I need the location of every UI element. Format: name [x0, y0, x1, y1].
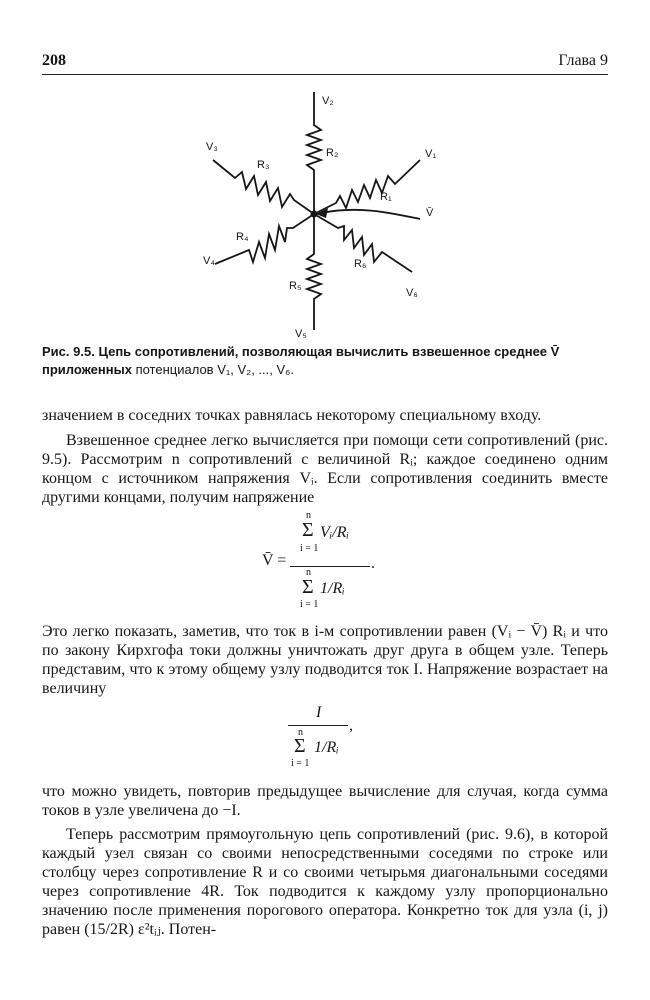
- resistor-r1-wire: [314, 160, 420, 214]
- header-rule: [42, 74, 608, 75]
- label-v2: V₂: [322, 95, 334, 107]
- formula2-den-lower: i = 1: [291, 758, 310, 769]
- formula1-lhs: V̄ =: [262, 552, 287, 569]
- formula1-num-upper: n: [306, 510, 311, 521]
- common-node: [311, 211, 318, 218]
- formula2-den-upper: n: [298, 727, 303, 738]
- vbar-pointer-arrow: [322, 210, 420, 219]
- chapter-title: Глава 9: [558, 52, 608, 69]
- formula1-num-sigma: Σ: [302, 519, 314, 541]
- caption-bold: Цепь сопротивлений, позволяющая вычислить взвешенное среднее V̄ приложенных: [42, 344, 560, 377]
- paragraph-4: что можно увидеть, повторив предыдущее вычисление для случая, когда сумма токов в узле увеличена до −I.: [42, 783, 608, 819]
- formula2-trailing: ,: [349, 717, 353, 734]
- formula1-denominator: 1/Rᵢ: [320, 580, 345, 597]
- formula1-numerator: Vᵢ/Rᵢ: [320, 524, 350, 541]
- paragraph-1: значением в соседних точках равнялась некоторому специальному входу.: [42, 407, 542, 424]
- formula1-trailing: .: [371, 555, 375, 572]
- resistor-r4-wire: [215, 214, 314, 264]
- formula1-den-upper: n: [306, 567, 311, 578]
- label-r4: R₄: [236, 231, 249, 243]
- resistor-r5-wire: [307, 214, 321, 330]
- paragraph-2: Взвешенное среднее легко вычисляется при помощи сети сопротивлений (рис. 9.5). Рассмотрим n сопротивлений с величиной Rᵢ; каждое соединено одним концом с источником напряжения Vᵢ. Если сопротивления соединить вместе другими концами, получим напряжение: [42, 432, 608, 506]
- paragraph-5: Теперь рассмотрим прямоугольную цепь сопротивлений (рис. 9.6), в которой каждый узел связан со своими непосредственными соседями по строке или столбцу через сопротивление R и со своими четырьмя диагональными соседями через сопротивление 4R. Ток подводится к каждому узлу пропорционально значению после применения порогового оператора. Конкретно ток для узла (i, j) равен (15/2R) ε²tᵢⱼ. Потен-: [42, 826, 608, 938]
- label-r3: R₃: [257, 159, 270, 171]
- label-v3: V₃: [206, 141, 218, 153]
- resistor-r2-wire: [307, 92, 321, 214]
- caption-rest: потенциалов V₁, V₂, ..., V₆.: [135, 362, 295, 377]
- caption-label: Рис. 9.5.: [42, 344, 95, 359]
- label-r2: R₂: [326, 147, 339, 159]
- label-v1: V₁: [425, 148, 437, 160]
- label-r6: R₆: [354, 258, 367, 270]
- label-vbar: V̄: [426, 207, 434, 219]
- formula1-fraction-bar: [290, 566, 370, 567]
- formula1-den-sigma: Σ: [302, 576, 314, 598]
- label-v5: V₅: [295, 328, 307, 340]
- resistor-network-figure: [0, 80, 650, 345]
- figure-caption: [42, 343, 608, 379]
- page-number: 208: [42, 52, 66, 69]
- resistor-wires: [213, 92, 420, 330]
- label-r1: R₁: [380, 191, 392, 203]
- formula1-num-lower: i = 1: [300, 543, 319, 554]
- formula2-denominator: 1/Rᵢ: [314, 739, 339, 756]
- formula2-den-sigma: Σ: [294, 735, 306, 757]
- formula2-numerator: I: [316, 704, 322, 721]
- formula2-fraction-bar: [288, 725, 348, 726]
- label-v6: V₆: [406, 287, 418, 299]
- label-v4: V₄: [203, 255, 215, 267]
- label-r5: R₅: [289, 280, 302, 292]
- paragraph-3: Это легко показать, заметив, что ток в i-м сопротивлении равен (Vᵢ − V̄) Rᵢ и что по закону Кирхгофа токи должны уничтожать друг друга в общем узле. Теперь представим, что к этому общему узлу подводится ток I. Напряжение возрастает на величину: [42, 623, 608, 697]
- formula1-den-lower: i = 1: [300, 599, 319, 610]
